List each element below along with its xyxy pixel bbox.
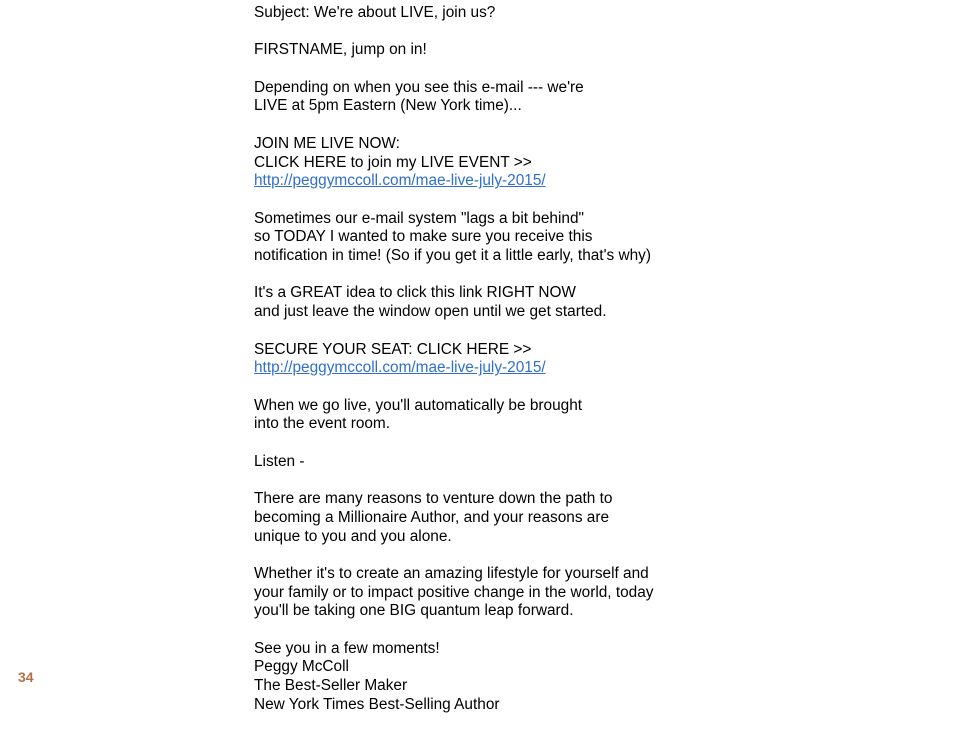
- great-idea-line: and just leave the window open until we get started.: [254, 303, 607, 321]
- secure-seat-link[interactable]: http://peggymccoll.com/mae-live-july-2015/: [254, 359, 546, 377]
- secure-click-text: SECURE YOUR SEAT: CLICK HERE >>: [254, 340, 532, 358]
- great-idea-paragraph: [254, 284, 714, 321]
- page-number: 34: [18, 669, 34, 685]
- intro-line: LIVE at 5pm Eastern (New York time)...: [254, 97, 522, 115]
- whether-line: your family or to impact positive change in the world, today: [254, 583, 654, 601]
- greeting-block: [254, 41, 714, 60]
- listen-paragraph: [254, 453, 714, 472]
- secure-seat-paragraph: [254, 341, 714, 378]
- whether-line: you'll be taking one BIG quantum leap forward.: [254, 602, 574, 620]
- join-event-link[interactable]: http://peggymccoll.com/mae-live-july-2015/: [254, 172, 546, 190]
- subject-line: Subject: We're about LIVE, join us?: [254, 4, 496, 21]
- lag-note-line: Sometimes our e-mail system "lags a bit behind": [254, 209, 584, 227]
- join-paragraph: [254, 135, 714, 191]
- reasons-paragraph: [254, 490, 714, 546]
- signoff-line: See you in a few moments!: [254, 639, 440, 657]
- join-click-text: CLICK HERE to join my LIVE EVENT >>: [254, 153, 532, 171]
- listen-line: Listen -: [254, 452, 305, 470]
- go-live-paragraph: [254, 397, 714, 434]
- signoff-name: Peggy McColl: [254, 658, 349, 676]
- lag-note-line: notification in time! (So if you get it a little early, that's why): [254, 247, 651, 265]
- subject-line-block: [254, 4, 714, 23]
- go-live-line: When we go live, you'll automatically be brought: [254, 396, 583, 414]
- greeting: FIRSTNAME, jump on in!: [254, 41, 427, 59]
- whether-line: Whether it's to create an amazing lifestyle for yourself and: [254, 564, 649, 582]
- lag-note-paragraph: [254, 210, 714, 266]
- reasons-line: becoming a Millionaire Author, and your reasons are: [254, 508, 610, 526]
- great-idea-line: It's a GREAT idea to click this link RIGHT NOW: [254, 284, 576, 302]
- reasons-line: unique to you and you alone.: [254, 527, 452, 545]
- signoff-title: New York Times Best-Selling Author: [254, 695, 500, 713]
- reasons-line: There are many reasons to venture down the path to: [254, 490, 613, 508]
- join-heading: JOIN ME LIVE NOW:: [254, 134, 400, 152]
- signoff-paragraph: [254, 640, 714, 715]
- intro-line: Depending on when you see this e-mail --- we're: [254, 78, 584, 96]
- email-body: [254, 4, 714, 733]
- signoff-title: The Best-Seller Maker: [254, 677, 408, 695]
- intro-paragraph: [254, 79, 714, 116]
- whether-paragraph: [254, 565, 714, 621]
- lag-note-line: so TODAY I wanted to make sure you receive this: [254, 228, 593, 246]
- go-live-line: into the event room.: [254, 415, 391, 433]
